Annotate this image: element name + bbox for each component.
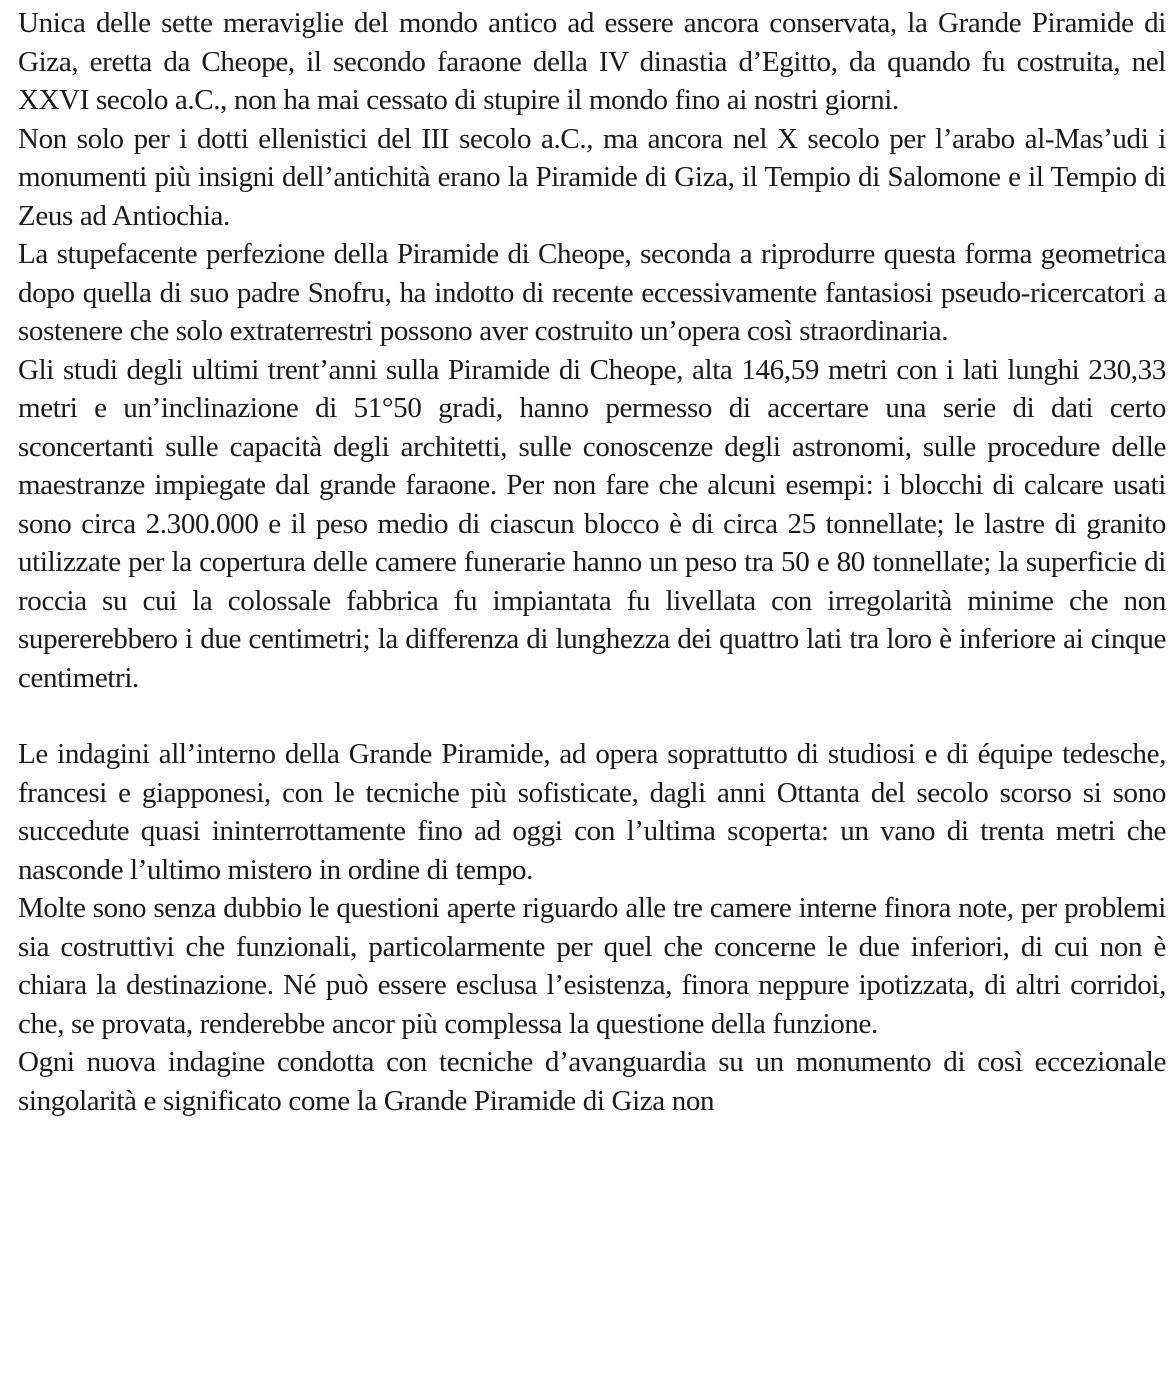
section-gap bbox=[18, 697, 1166, 735]
paragraph-hellenistic-scholars: Non solo per i dotti ellenistici del III secolo a.C., ma ancora nel X secolo per l’arabo al-Mas’udi i monumenti più insigni dell’antichità erano la Piramide di Giza, il Tempio di Salomone e il Tempio di Zeus ad Antiochia. bbox=[18, 122, 1166, 232]
paragraph-investigations: Le indagini all’interno della Grande Piramide, ad opera soprattutto di studiosi e di équipe tedesche, francesi e giapponesi, con le tecniche più sofisticate, dagli anni Ottanta del secolo scorso si sono succedute quasi ininterrottamente fino ad oggi con l’ultima scoperta: un vano di trenta metri che nasconde l’ultimo mistero in ordine di tempo. bbox=[18, 738, 1166, 886]
paragraph-open-questions: Molte sono senza dubbio le questioni aperte riguardo alle tre camere interne finora note, per problemi sia costruttivi che funzionali, particolarmente per quel che concerne le due inferiori, di cui non è chiara la destinazione. Né può essere esclusa l’esistenza, finora neppure ipotizzata, di altri corridoi, che, se provata, renderebbe ancor più complessa la questione della funzione. bbox=[18, 892, 1166, 1040]
document-page bbox=[18, 4, 1166, 1120]
paragraph-perfection: La stupefacente perfezione della Piramide di Cheope, seconda a riprodurre questa forma geometrica dopo quella di suo padre Snofru, ha indotto di recente eccessivamente fantasiosi pseudo-ricercatori a sostenere che solo extraterrestri possono aver costruito un’opera così straordinaria. bbox=[18, 238, 1166, 347]
paragraph-new-investigation: Ogni nuova indagine condotta con tecniche d’avanguardia su un monumento di così eccezionale singolarità e significato come la Grande Piramide di Giza non bbox=[18, 1046, 1166, 1117]
paragraph-seven-wonders: Unica delle sette meraviglie del mondo antico ad essere ancora conservata, la Grande Piramide di Giza, eretta da Cheope, il secondo faraone della IV dinastia d’Egitto, da quando fu costruita, nel XXVI secolo a.C., non ha mai cessato di stupire il mondo fino ai nostri giorni. bbox=[18, 7, 1166, 116]
paragraph-studies: Gli studi degli ultimi trent’anni sulla Piramide di Cheope, alta 146,59 metri con i lati lunghi 230,33 metri e un’inclinazione di 51°50 gradi, hanno permesso di accertare una serie di dati certo sconcertanti sulle capacità degli architetti, sulle conoscenze degli astronomi, sulle procedure delle maestranze impiegate dal grande faraone. Per non fare che alcuni esempi: i blocchi di calcare usati sono circa 2.300.000 e il peso medio di ciascun blocco è di circa 25 tonnellate; le lastre di granito utilizzate per la copertura delle camere funerarie hanno un peso tra 50 e 80 tonnellate; la superficie di roccia su cui la colossale fabbrica fu impiantata fu livellata con irregolarità minime che non supererebbero i due centimetri; la differenza di lunghezza dei quattro lati tra loro è inferiore ai cinque centimetri. bbox=[18, 353, 1166, 694]
